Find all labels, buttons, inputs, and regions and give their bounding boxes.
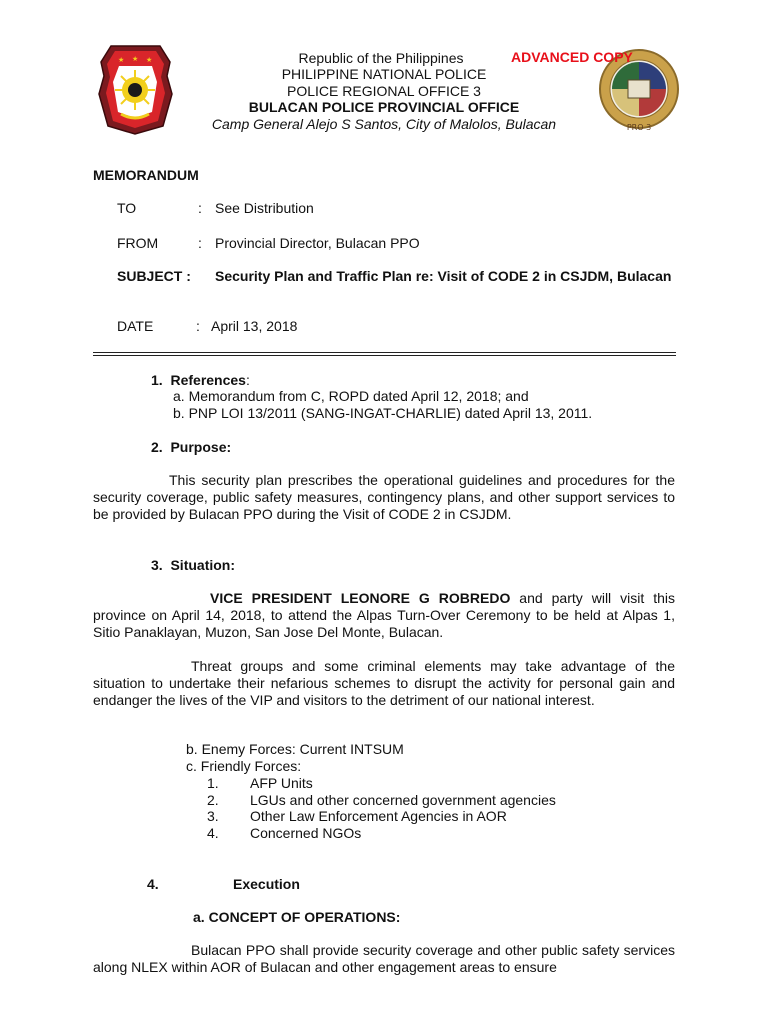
section-number: 3. — [151, 557, 163, 573]
svg-text:★: ★ — [146, 56, 153, 64]
enemy-forces: b. Enemy Forces: Current INTSUM — [186, 741, 404, 757]
vip-name: VICE PRESIDENT LEONORE G ROBREDO — [210, 590, 511, 606]
header-camp-address: Camp General Alejo S Santos, City of Malolos, Bulacan — [211, 116, 557, 132]
friendly-forces: c. Friendly Forces: — [186, 758, 302, 774]
execution-paragraph — [93, 942, 675, 976]
reference-b: b. PNP LOI 13/2011 (SANG-INGAT-CHARLIE) dated April 13, 2011. — [173, 405, 593, 421]
purpose-text: This security plan prescribes the operational guidelines and procedures for the security coverage, public safety measures, contingency plans, and other support services to be provided by Bulacan PPO during the Visit of CODE 2 in CSJDM. — [93, 472, 675, 522]
subject-label: SUBJECT : — [117, 268, 191, 284]
to-colon: : — [198, 200, 202, 216]
svg-text:★: ★ — [132, 55, 139, 63]
date-colon: : — [196, 318, 200, 334]
friendly-item: LGUs and other concerned government agencies — [250, 792, 556, 808]
section-situation-heading — [151, 557, 235, 573]
advanced-copy-stamp: ADVANCED COPY — [511, 49, 633, 65]
section-number: 2. — [151, 439, 163, 455]
from-label: FROM — [117, 235, 159, 251]
to-value: See Distribution — [215, 200, 314, 216]
section-title: Situation: — [170, 557, 236, 573]
situation-paragraph-2 — [93, 658, 675, 709]
section-execution-title: Execution — [233, 876, 300, 892]
section-colon: : — [245, 372, 250, 388]
date-label: DATE — [117, 318, 154, 334]
friendly-item: Concerned NGOs — [250, 825, 362, 841]
section-purpose-heading — [151, 439, 231, 455]
purpose-paragraph — [93, 472, 675, 523]
header-republic: Republic of the Philippines — [298, 50, 464, 66]
divider-rule-top — [93, 352, 676, 353]
header-pnp: PHILIPPINE NATIONAL POLICE — [281, 66, 487, 82]
section-references-heading — [151, 372, 250, 388]
situation-text-1: and party will visit this province on April 14, 2018, to attend the Alpas Turn-Over Ceremony to be held at Alpas 1, Sitio Panaklayan, Muzon, San Jose Del Monte, Bulacan. — [93, 590, 675, 640]
execution-text: Bulacan PPO shall provide security coverage and other public safety services along NLEX within AOR of Bulacan and other engagement areas to ensure — [93, 942, 675, 975]
from-colon: : — [198, 235, 202, 251]
section-number: 1. — [151, 372, 163, 388]
header-provincial-office: BULACAN POLICE PROVINCIAL OFFICE — [248, 99, 520, 115]
subject-value: Security Plan and Traffic Plan re: Visit of CODE 2 in CSJDM, Bulacan — [215, 268, 672, 284]
to-label: TO — [117, 200, 137, 216]
friendly-item-number: 1. — [207, 775, 219, 791]
friendly-item-number: 3. — [207, 808, 219, 824]
seal-bottom-text: PRO 3 — [626, 123, 652, 132]
friendly-item-number: 4. — [207, 825, 219, 841]
reference-a: a. Memorandum from C, ROPD dated April 12, 2018; and — [173, 388, 529, 404]
header-regional-office: POLICE REGIONAL OFFICE 3 — [287, 83, 481, 99]
from-value: Provincial Director, Bulacan PPO — [215, 235, 420, 251]
section-execution-number: 4. — [147, 876, 159, 892]
situation-text-2: Threat groups and some criminal elements may take advantage of the situation to undertake their nefarious schemes to disrupt the activity for personal gain and endanger the lives of the VIP and visitors to the detriment of our national interest. — [93, 658, 675, 708]
concept-of-operations-heading: a. CONCEPT OF OPERATIONS: — [193, 909, 401, 925]
date-value: April 13, 2018 — [211, 318, 298, 334]
divider-rule-bottom — [93, 355, 676, 356]
situation-paragraph-1 — [93, 590, 675, 641]
section-title: Purpose: — [170, 439, 232, 455]
section-title: References — [170, 372, 246, 388]
friendly-item: Other Law Enforcement Agencies in AOR — [250, 808, 507, 824]
memo-title: MEMORANDUM — [93, 167, 199, 183]
friendly-item-number: 2. — [207, 792, 219, 808]
svg-text:★: ★ — [118, 56, 125, 64]
friendly-item: AFP Units — [250, 775, 313, 791]
